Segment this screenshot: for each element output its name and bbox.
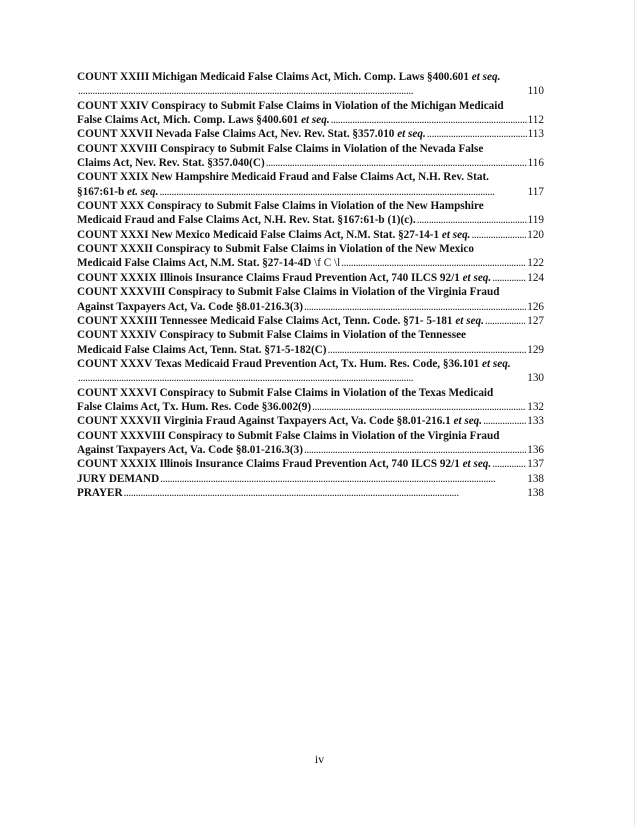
toc-title-text: Medicaid False Claims Act, Tenn. Stat. §71-5-182(C) (77, 343, 327, 356)
toc-line (77, 443, 544, 457)
toc-dot-leader (341, 256, 526, 270)
toc-entry-title (77, 285, 499, 299)
toc-line (77, 300, 544, 314)
toc-line (77, 314, 544, 328)
toc-title-italic: et seq. (397, 128, 426, 141)
toc-title-text: COUNT XXIV Conspiracy to Submit False Claims in Violation of the Michigan Medicaid (77, 99, 504, 112)
toc-page-number: 126 (527, 300, 544, 313)
toc-title-text: COUNT XXX Conspiracy to Submit False Claims in Violation of the New Hampshire (77, 200, 484, 213)
toc-line (77, 99, 544, 113)
toc-entry (77, 486, 544, 500)
toc-line (77, 256, 544, 270)
toc-dot-leader (471, 228, 526, 242)
toc-dot-leader (124, 486, 527, 500)
page-number: iv (314, 752, 325, 766)
toc-line (77, 127, 544, 141)
toc-dot-leader (331, 113, 527, 127)
toc-dot-leader (160, 472, 526, 486)
toc-dot-leader (328, 343, 527, 357)
toc-title-text: COUNT XXXIV Conspiracy to Submit False Claims in Violation of the Tennessee (77, 329, 467, 342)
toc-page-number: 119 (527, 214, 544, 227)
toc-entry-title (77, 357, 511, 371)
toc-page-number: 117 (527, 185, 544, 198)
toc-entry-title (77, 486, 123, 500)
toc-page-number: 133 (527, 415, 544, 428)
toc-line (77, 457, 544, 471)
toc-entry-title (77, 457, 491, 471)
toc-page-number: 137 (527, 458, 544, 471)
toc-title-text: COUNT XXIII Michigan Medicaid False Claims Act, Mich. Comp. Laws §400.601 (77, 71, 472, 83)
toc-title-text: JURY DEMAND (77, 472, 160, 485)
toc-entry-title (77, 213, 416, 227)
toc-dot-leader (78, 371, 526, 385)
toc-title-text: Claims Act, Nev. Rev. Stat. §357.040(C) (77, 157, 265, 170)
toc-title-text: \f C \l (314, 257, 341, 270)
toc-entry-title (77, 414, 482, 428)
toc-title-text: COUNT XXXII Conspiracy to Submit False Claims in Violation of the New Mexico (77, 243, 474, 256)
table-of-contents (77, 70, 544, 500)
toc-entry-title (77, 429, 499, 443)
toc-entry (77, 127, 544, 141)
toc-title-text: COUNT XXXI New Mexico Medicaid False Claims Act, N.M. Stat. §27-14-1 (77, 228, 442, 241)
toc-line (77, 170, 544, 184)
toc-page-number: 112 (527, 114, 544, 127)
toc-page-number: 116 (527, 157, 544, 170)
toc-entry (77, 199, 544, 228)
toc-title-italic: et seq. (462, 458, 492, 471)
toc-line (77, 242, 544, 256)
toc-entry (77, 472, 544, 486)
toc-title-text: COUNT XXXIX Illinois Insurance Claims Fraud Prevention Act, 740 ILCS 92/1 (77, 458, 463, 471)
toc-dot-leader (78, 84, 527, 98)
toc-title-text: COUNT XXXVI Conspiracy to Submit False Claims in Violation of the Texas Medicaid (77, 386, 494, 399)
toc-entry-title (77, 170, 489, 184)
toc-page-number: 132 (527, 400, 544, 413)
toc-line (77, 371, 544, 385)
toc-line (77, 156, 544, 170)
toc-page-number: 138 (527, 472, 544, 485)
toc-entry-title (77, 443, 303, 457)
toc-title-italic: et seq. (453, 415, 483, 428)
toc-entry-title (77, 127, 426, 141)
toc-title-text: COUNT XXVIII Conspiracy to Submit False Claims in Violation of the Nevada False (77, 142, 484, 155)
toc-entry (77, 99, 544, 128)
toc-line (77, 213, 544, 227)
toc-title-italic: et seq. (455, 314, 484, 327)
toc-line (77, 228, 544, 242)
toc-line (77, 70, 544, 84)
toc-entry (77, 314, 544, 328)
toc-dot-leader (492, 271, 526, 285)
toc-page-number: 120 (527, 228, 544, 241)
toc-entry (77, 328, 544, 357)
toc-entry-title (77, 142, 483, 156)
toc-title-italic: et. seq. (127, 185, 159, 198)
toc-entry-title (77, 400, 311, 414)
toc-entry-title (77, 70, 500, 84)
toc-title-text: COUNT XXXIII Tennessee Medicaid False Claims Act, Tenn. Code. §71- 5-181 (77, 314, 456, 327)
toc-title-italic: et seq. (471, 71, 501, 83)
toc-line (77, 472, 544, 486)
toc-entry-title (77, 242, 474, 256)
toc-entry (77, 429, 544, 458)
toc-dot-leader (304, 300, 526, 314)
toc-title-text: Against Taxpayers Act, Va. Code §8.01-216.3(3) (77, 443, 303, 456)
toc-entry-title (77, 256, 340, 270)
toc-page-number: 110 (527, 85, 544, 98)
toc-entry-title (77, 113, 330, 127)
toc-line (77, 328, 544, 342)
toc-dot-leader (159, 185, 526, 199)
toc-page-number: 138 (527, 486, 544, 499)
toc-title-italic: et seq. (301, 114, 330, 127)
toc-line (77, 271, 544, 285)
toc-entry (77, 170, 544, 199)
toc-page-number: 124 (527, 271, 544, 284)
toc-line (77, 285, 544, 299)
toc-line (77, 84, 544, 98)
toc-line (77, 113, 544, 127)
toc-entry (77, 357, 544, 386)
toc-page-number: 136 (527, 443, 544, 456)
toc-line (77, 386, 544, 400)
toc-title-text: COUNT XXXVIII Conspiracy to Submit False Claims in Violation of the Virginia Fraud (77, 286, 500, 299)
toc-entry (77, 70, 544, 99)
toc-line (77, 185, 544, 199)
toc-title-text: Medicaid False Claims Act, N.M. Stat. §27-14-4D (77, 257, 315, 270)
toc-dot-leader (304, 443, 526, 457)
toc-dot-leader (485, 314, 526, 328)
toc-entry (77, 457, 544, 471)
toc-title-text: COUNT XXIX New Hampshire Medicaid Fraud and False Claims Act, N.H. Rev. Stat. (77, 171, 489, 184)
toc-title-text: COUNT XXXIX Illinois Insurance Claims Fraud Prevention Act, 740 ILCS 92/1 (77, 271, 463, 284)
toc-line (77, 142, 544, 156)
toc-entry (77, 242, 544, 271)
toc-page-number: 129 (527, 343, 544, 356)
toc-entry-title (77, 300, 303, 314)
toc-entry-title (77, 185, 158, 199)
toc-dot-leader (266, 156, 527, 170)
toc-title-text: Against Taxpayers Act, Va. Code §8.01-216.3(3) (77, 300, 303, 313)
toc-title-italic: et seq. (482, 357, 511, 370)
toc-line (77, 400, 544, 414)
toc-entry (77, 414, 544, 428)
toc-entry-title (77, 228, 470, 242)
toc-title-text: COUNT XXXVIII Conspiracy to Submit False Claims in Violation of the Virginia Fraud (77, 429, 500, 442)
toc-line (77, 486, 544, 500)
toc-line (77, 429, 544, 443)
toc-entry-title (77, 472, 159, 486)
toc-page-number: 122 (527, 257, 544, 270)
toc-dot-leader (492, 457, 526, 471)
toc-page-number: 130 (527, 372, 544, 385)
toc-line (77, 343, 544, 357)
toc-entry-title (77, 271, 491, 285)
toc-title-text: COUNT XXXVII Virginia Fraud Against Taxpayers Act, Va. Code §8.01-216.1 (77, 415, 454, 428)
toc-dot-leader (417, 213, 527, 227)
toc-line (77, 199, 544, 213)
toc-entry-title (77, 156, 265, 170)
toc-title-italic: et seq. (441, 228, 471, 241)
toc-entry (77, 285, 544, 314)
toc-line (77, 414, 544, 428)
toc-title-text: §167:61-b (77, 185, 128, 198)
toc-title-text: COUNT XXVII Nevada False Claims Act, Nev. Rev. Stat. §357.010 (77, 128, 398, 141)
toc-entry (77, 142, 544, 171)
toc-entry-title (77, 343, 327, 357)
toc-entry-title (77, 314, 484, 328)
toc-title-text: False Claims Act, Tx. Hum. Res. Code §36.002(9) (77, 400, 312, 413)
toc-page-number: 113 (527, 128, 544, 141)
toc-title-italic: et seq. (462, 271, 492, 284)
toc-line (77, 357, 544, 371)
toc-title-text: COUNT XXXV Texas Medicaid Fraud Prevention Act, Tx. Hum. Res. Code, §36.101 (77, 357, 483, 370)
toc-page-number: 127 (527, 314, 544, 327)
toc-title-text: Medicaid Fraud and False Claims Act, N.H. Rev. Stat. §167:61-b (1)(c). (77, 214, 416, 227)
toc-dot-leader (427, 127, 527, 141)
page-edge-divider (634, 0, 635, 826)
toc-entry-title (77, 328, 466, 342)
toc-title-text: False Claims Act, Mich. Comp. Laws §400.601 (77, 114, 302, 127)
toc-entry (77, 386, 544, 415)
toc-entry (77, 228, 544, 242)
toc-dot-leader (483, 414, 526, 428)
toc-entry-title (77, 99, 504, 113)
toc-dot-leader (312, 400, 526, 414)
toc-title-text: PRAYER (77, 486, 123, 499)
toc-entry-title (77, 386, 493, 400)
toc-entry (77, 271, 544, 285)
toc-entry-title (77, 199, 484, 213)
